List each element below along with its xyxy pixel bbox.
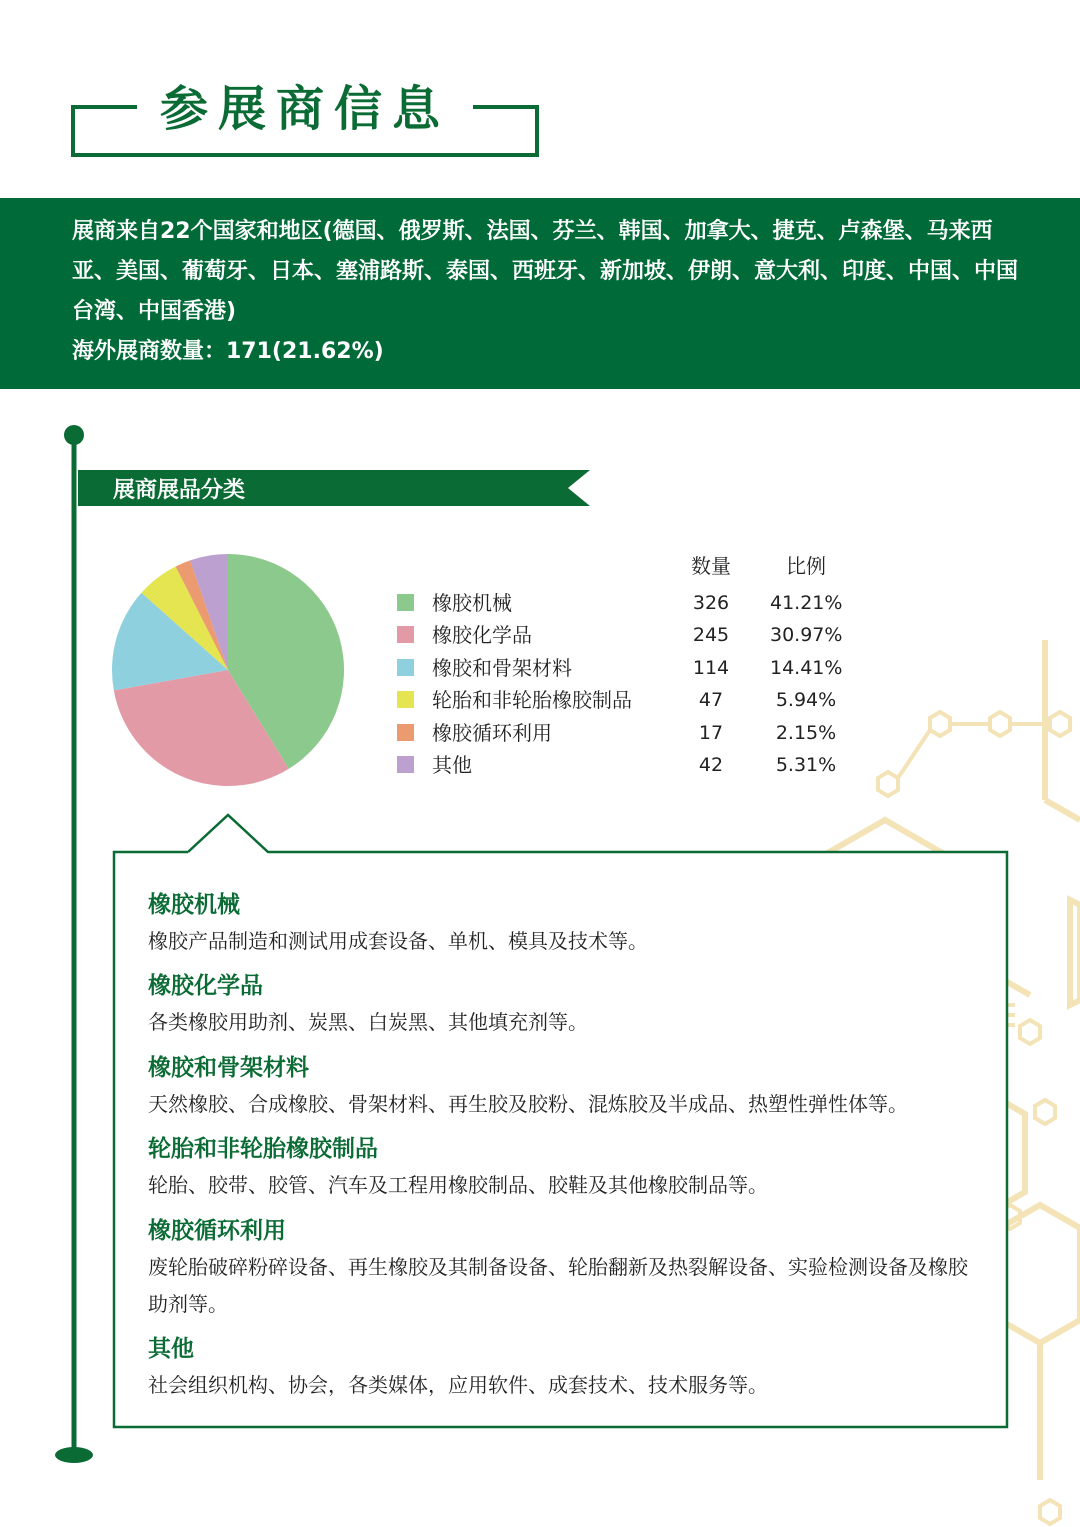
description-item — [148, 970, 988, 1041]
ratio-value: 14.41% — [770, 657, 843, 679]
legend-swatch — [397, 724, 414, 741]
table-row — [397, 621, 867, 649]
description-item — [148, 889, 988, 960]
ratio-value: 30.97% — [770, 624, 843, 646]
description-title: 橡胶循环利用 — [148, 1218, 286, 1244]
description-title: 橡胶机械 — [148, 892, 240, 918]
category-label: 橡胶化学品 — [432, 623, 532, 647]
description-text: 废轮胎破碎粉碎设备、再生橡胶及其制备设备、轮胎翻新及热裂解设备、实验检测设备及橡胶助剂等。 — [148, 1255, 968, 1316]
description-item — [148, 1333, 988, 1404]
ratio-value: 5.94% — [775, 689, 837, 711]
count-value: 326 — [692, 592, 730, 614]
description-item — [148, 1133, 988, 1204]
exhibitor-summary-banner — [0, 198, 1080, 389]
table-row — [397, 719, 867, 747]
description-text: 社会组织机构、协会，各类媒体，应用软件、成套技术、技术服务等。 — [148, 1373, 768, 1397]
description-text: 轮胎、胶带、胶管、汽车及工程用橡胶制品、胶鞋及其他橡胶制品等。 — [148, 1173, 768, 1197]
description-title: 轮胎和非轮胎橡胶制品 — [148, 1136, 378, 1162]
category-label: 其他 — [432, 753, 472, 777]
table-row — [397, 654, 867, 682]
legend-swatch — [397, 756, 414, 773]
section-title: 展商展品分类 — [113, 478, 246, 503]
category-label: 橡胶和骨架材料 — [432, 656, 572, 680]
ratio-value: 5.31% — [775, 754, 837, 776]
page-title: 参展商信息 — [159, 81, 450, 137]
count-value: 47 — [698, 689, 724, 711]
banner-text — [72, 212, 1022, 372]
count-value: 17 — [698, 722, 724, 744]
table-header-count: 数量 — [691, 554, 731, 578]
ratio-value: 2.15% — [775, 722, 837, 744]
category-label: 橡胶机械 — [432, 591, 512, 615]
legend-swatch — [397, 594, 414, 611]
description-text: 各类橡胶用助剂、炭黑、白炭黑、其他填充剂等。 — [148, 1010, 588, 1034]
table-row — [397, 686, 867, 714]
table-header-ratio: 比例 — [786, 554, 826, 578]
category-label: 橡胶循环利用 — [432, 721, 552, 745]
description-title: 其他 — [148, 1336, 194, 1362]
ratio-value: 41.21% — [770, 592, 843, 614]
legend-swatch — [397, 691, 414, 708]
category-label: 轮胎和非轮胎橡胶制品 — [432, 688, 632, 712]
description-text: 橡胶产品制造和测试用成套设备、单机、模具及技术等。 — [148, 929, 648, 953]
description-item — [148, 1052, 988, 1123]
count-value: 245 — [692, 624, 730, 646]
description-title: 橡胶和骨架材料 — [148, 1055, 309, 1081]
table-row — [397, 751, 867, 779]
description-text: 天然橡胶、合成橡胶、骨架材料、再生胶及胶粉、混炼胶及半成品、热塑性弹性体等。 — [148, 1092, 908, 1116]
legend-swatch — [397, 659, 414, 676]
description-item — [148, 1215, 988, 1323]
timeline-base — [55, 1447, 93, 1463]
countries-text: 展商来自22个国家和地区(德国、俄罗斯、法国、芬兰、韩国、加拿大、捷克、卢森堡、马来西亚、美国、葡萄牙、日本、塞浦路斯、泰国、西班牙、新加坡、伊朗、意大利、印度、中国、中国台湾、中国香港) — [72, 219, 1019, 324]
count-value: 114 — [692, 657, 730, 679]
legend-swatch — [397, 626, 414, 643]
count-value: 42 — [698, 754, 724, 776]
overseas-count-text: 海外展商数量：171(21.62%) — [72, 339, 384, 364]
description-title: 橡胶化学品 — [148, 973, 263, 999]
category-pie-chart — [100, 545, 360, 805]
table-row — [397, 589, 867, 617]
